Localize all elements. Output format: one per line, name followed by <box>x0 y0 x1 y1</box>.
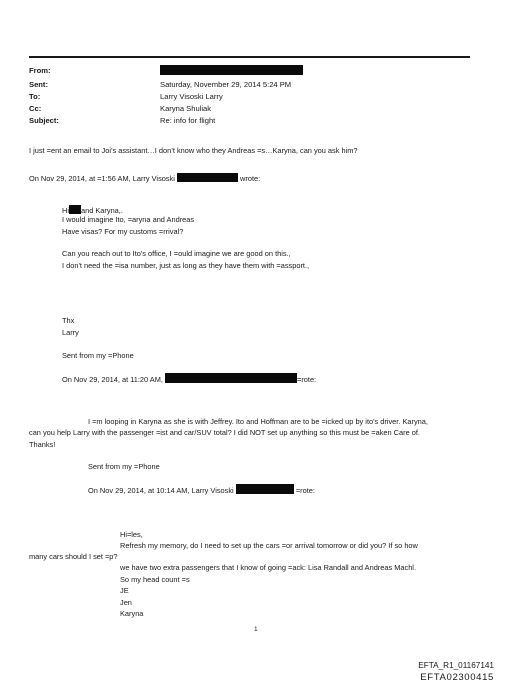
msg2-line-3: Thanks! <box>29 440 56 449</box>
quote-header-1 <box>29 173 260 184</box>
msg3-line-2: Refresh my memory, do I need to set up the cars =or arrival tomorrow or did you? If so how <box>120 541 418 550</box>
redaction-hi <box>69 205 81 214</box>
msg1-hi-post: and Karyna,. <box>80 206 123 215</box>
quote-header-1-pre: On Nov 29, 2014, at =1:56 AM, Larry Visoski <box>29 174 175 183</box>
header-rule <box>29 56 470 58</box>
quote-header-2-pre: On Nov 29, 2014, at 11:20 AM, <box>62 375 163 384</box>
msg3-line-3: many cars should I set =p? <box>29 552 118 561</box>
quote-header-3 <box>88 484 315 496</box>
subject-value: Re: info for flight <box>160 116 216 125</box>
quote-header-3-post: =rote: <box>295 486 315 495</box>
sign-larry: Larry <box>62 328 79 337</box>
redaction-from <box>160 65 303 75</box>
redaction-q1 <box>177 173 238 182</box>
msg3-line-6: JE <box>120 586 129 595</box>
from-label: From: <box>29 66 51 75</box>
cc-label: Cc: <box>29 104 42 113</box>
msg1-line-2: I would imagine Ito, =aryna and Andreas <box>62 215 195 224</box>
msg2-line-2: can you help Larry with the passenger =ist and car/SUV total? I did NOT set up anything so this must be =aken Care of. <box>29 428 420 437</box>
msg3-line-8: Karyna <box>120 609 144 618</box>
subject-label: Subject: <box>29 116 59 125</box>
footer-id-1: EFTA_R1_01167141 <box>418 661 494 670</box>
cc-value: Karyna Shuliak <box>160 104 212 113</box>
redaction-q2 <box>165 373 297 383</box>
msg3-line-5: So my head count =s <box>120 575 190 584</box>
quote-header-2 <box>62 373 316 385</box>
page-number: 1 <box>254 626 258 633</box>
sent-value: Saturday, November 29, 2014 5:24 PM <box>160 80 292 89</box>
msg3-line-4: we have two extra passengers that I know of going =ack: Lisa Randall and Andreas Machl. <box>120 563 417 572</box>
sent-from-2: Sent from my =Phone <box>88 462 160 471</box>
msg1-hi: Hi <box>62 206 69 215</box>
sent-label: Sent: <box>29 80 48 89</box>
msg1-line-3: Have visas? For my customs =rrival? <box>62 227 184 236</box>
sign-thx: Thx <box>62 316 75 325</box>
quote-header-1-post: wrote: <box>240 174 261 183</box>
sent-from-1: Sent from my =Phone <box>62 351 134 360</box>
to-value: Larry Visoski Larry <box>160 92 223 101</box>
msg3-line-7: Jen <box>120 598 132 607</box>
msg3-line-1: Hi=les, <box>120 530 143 539</box>
msg1-line-5: I don't need the =isa number, just as long as they have them with =assport., <box>62 261 310 270</box>
msg2-line-1: I =m looping in Karyna as she is with Jeffrey. Ito and Hoffman are to be =icked up by ito's driver. Karyna, <box>88 417 428 426</box>
to-label: To: <box>29 92 41 101</box>
quote-header-2-post: =rote: <box>297 375 317 384</box>
msg1-line-4: Can you reach out to Ito's office, I =ould imagine we are good on this., <box>62 249 291 258</box>
redaction-q3 <box>236 484 294 494</box>
footer-id-2: EFTA02300415 <box>420 672 494 683</box>
body-line-1: I just =ent an email to Joi’s assistant…I don’t know who they Andreas =s…Karyna, can you ask him? <box>29 146 358 155</box>
quote-header-3-pre: On Nov 29, 2014, at 10:14 AM, Larry Visoski <box>88 486 234 495</box>
